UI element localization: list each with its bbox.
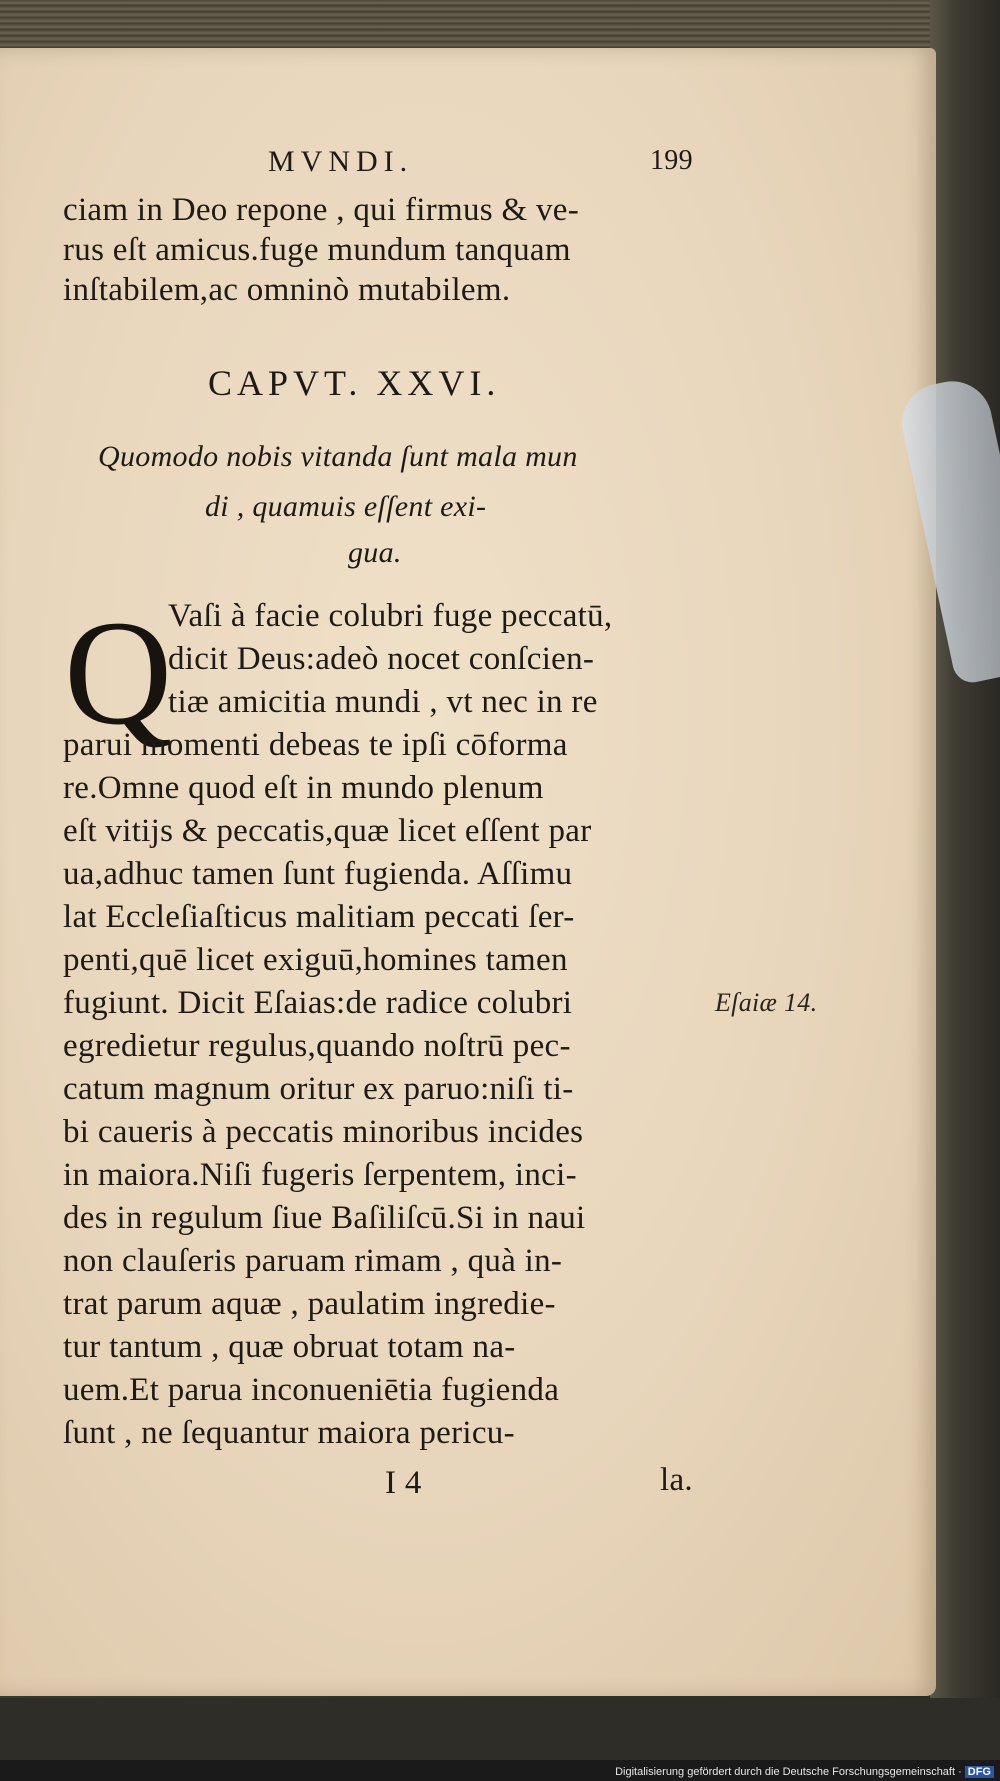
drop-cap: Q: [64, 590, 173, 756]
page-number: 199: [650, 145, 693, 176]
text-line: dicit Deus:adeò nocet conſcien-: [168, 641, 595, 677]
text-line: ciam in Deo repone , qui firmus & ve-: [63, 192, 580, 228]
text-line: non clauſeris paruam rimam , quà in-: [63, 1243, 563, 1279]
credit-text: Digitalisierung gefördert durch die Deutsche Forschungsgemeinschaft ·: [615, 1766, 962, 1778]
text-line: Vaſi à facie colubri fuge peccatū,: [168, 598, 613, 634]
text-line: parui momenti debeas te ipſi cōforma: [63, 727, 568, 763]
text-line: re.Omne quod eſt in mundo plenum: [63, 770, 544, 806]
text-line: des in regulum ſiue Baſiliſcū.Si in naui: [63, 1200, 586, 1236]
digitization-credit: [615, 1766, 994, 1778]
chapter-summary-line: di , quamuis eſſent exi-: [205, 490, 487, 523]
running-head: MVNDI.: [268, 145, 414, 178]
chapter-title: CAPVT. XXVI.: [208, 363, 501, 403]
text-line: penti,quē licet exiguū,homines tamen: [63, 942, 568, 978]
text-line: inſtabilem,ac omninò mutabilem.: [63, 272, 511, 308]
dfg-logo: DFG: [965, 1766, 994, 1778]
text-line: fugiunt. Dicit Eſaias:de radice colubri: [63, 985, 573, 1021]
text-line: in maiora.Niſi fugeris ſerpentem, inci-: [63, 1157, 577, 1193]
chapter-summary-line: gua.: [348, 536, 402, 569]
catchword: la.: [660, 1462, 693, 1498]
text-line: rus eſt amicus.fuge mundum tanquam: [63, 232, 571, 268]
book-binding-edge: [930, 0, 1000, 1781]
text-line: tur tantum , quæ obruat totam na-: [63, 1329, 516, 1365]
chapter-summary-line: Quomodo nobis vitanda ſunt mala mun: [98, 440, 578, 473]
text-line: bi caueris à peccatis minoribus incides: [63, 1114, 584, 1150]
signature-mark: I 4: [385, 1465, 422, 1501]
text-line: lat Eccleſiaſticus malitiam peccati ſer-: [63, 899, 575, 935]
text-line: eſt vitijs & peccatis,quæ licet eſſent par: [63, 813, 592, 849]
text-line: tiæ amicitia mundi , vt nec in re: [168, 684, 598, 720]
text-line: ſunt , ne ſequantur maiora pericu-: [63, 1415, 515, 1451]
text-line: egredietur regulus,quando noſtrū pec-: [63, 1028, 571, 1064]
scan-bottom-background: [0, 1698, 1000, 1760]
text-line: catum magnum oritur ex paruo:niſi ti-: [63, 1071, 574, 1107]
text-line: uem.Et parua inconueniētia fugienda: [63, 1372, 560, 1408]
margin-note: Eſaiæ 14.: [715, 988, 818, 1017]
text-line: ua,adhuc tamen ſunt fugienda. Aſſimu: [63, 856, 573, 892]
text-line: trat parum aquæ , paulatim ingredie-: [63, 1286, 556, 1322]
